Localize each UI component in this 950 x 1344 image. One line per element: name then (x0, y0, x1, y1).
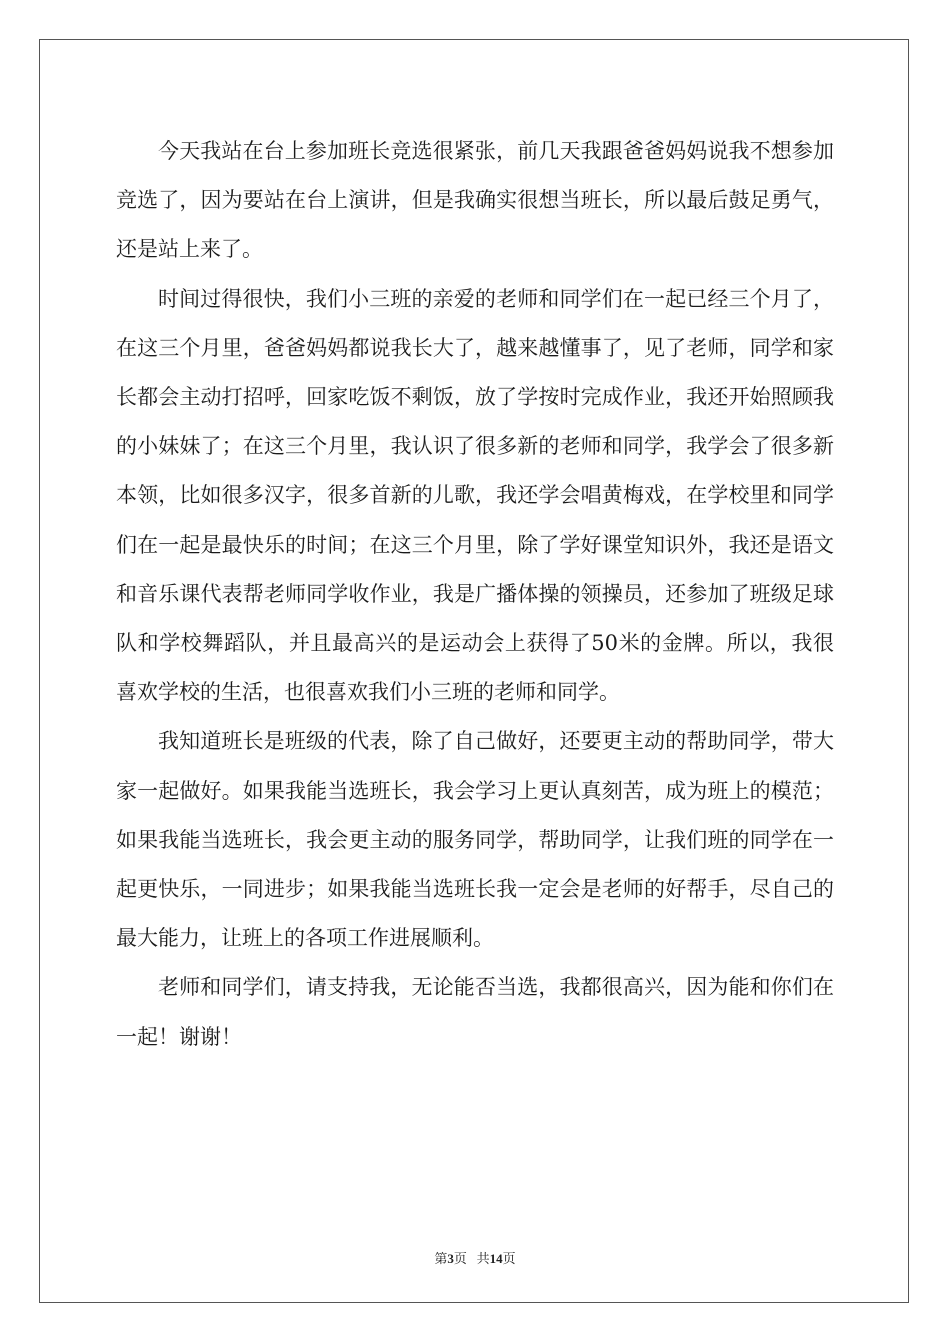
page-number: 3 (447, 1251, 454, 1266)
page-footer (0, 1248, 950, 1267)
page-label-suffix: 页 (453, 1251, 467, 1266)
page-label-prefix: 第 (434, 1251, 448, 1266)
paragraph-1: 今天我站在台上参加班长竞选很紧张，前几天我跟爸爸妈妈说我不想参加竞选了，因为要站在台上演讲，但是我确实很想当班长，所以最后鼓足勇气，还是站上来了。 (116, 139, 834, 262)
total-label-suffix: 页 (502, 1251, 516, 1266)
total-label-prefix: 共 (476, 1251, 490, 1266)
paragraph-4: 老师和同学们，请支持我，无论能否当选，我都很高兴，因为能和你们在一起！谢谢！ (116, 975, 834, 1049)
paragraph-2: 时间过得很快，我们小三班的亲爱的老师和同学们在一起已经三个月了，在这三个月里，爸爸妈妈都说我长大了，越来越懂事了，见了老师，同学和家长都会主动打招呼，回家吃饭不剩饭，放了学按时完成作业，我还开始照顾我的小妹妹了；在这三个月里，我认识了很多新的老师和同学，我学会了很多新本领，比如很多汉字，很多首新的儿歌，我还学会唱黄梅戏，在学校里和同学们在一起是最快乐的时间；在这三个月里，除了学好课堂知识外，我还是语文和音乐课代表帮老师同学收作业，我是广播体操的领操员，还参加了班级足球队和学校舞蹈队，并且最高兴的是运动会上获得了50米的金牌。所以，我很喜欢学校的生活，也很喜欢我们小三班的老师和同学。 (116, 286, 834, 705)
paragraph-3: 我知道班长是班级的代表，除了自己做好，还要更主动的帮助同学，带大家一起做好。如果我能当选班长，我会学习上更认真刻苦，成为班上的模范；如果我能当选班长，我会更主动的服务同学，帮助同学，让我们班的同学在一起更快乐，一同进步；如果我能当选班长我一定会是老师的好帮手，尽自己的最大能力，让班上的各项工作进展顺利。 (116, 729, 834, 951)
document-body (116, 127, 834, 1062)
total-pages: 14 (489, 1251, 503, 1266)
